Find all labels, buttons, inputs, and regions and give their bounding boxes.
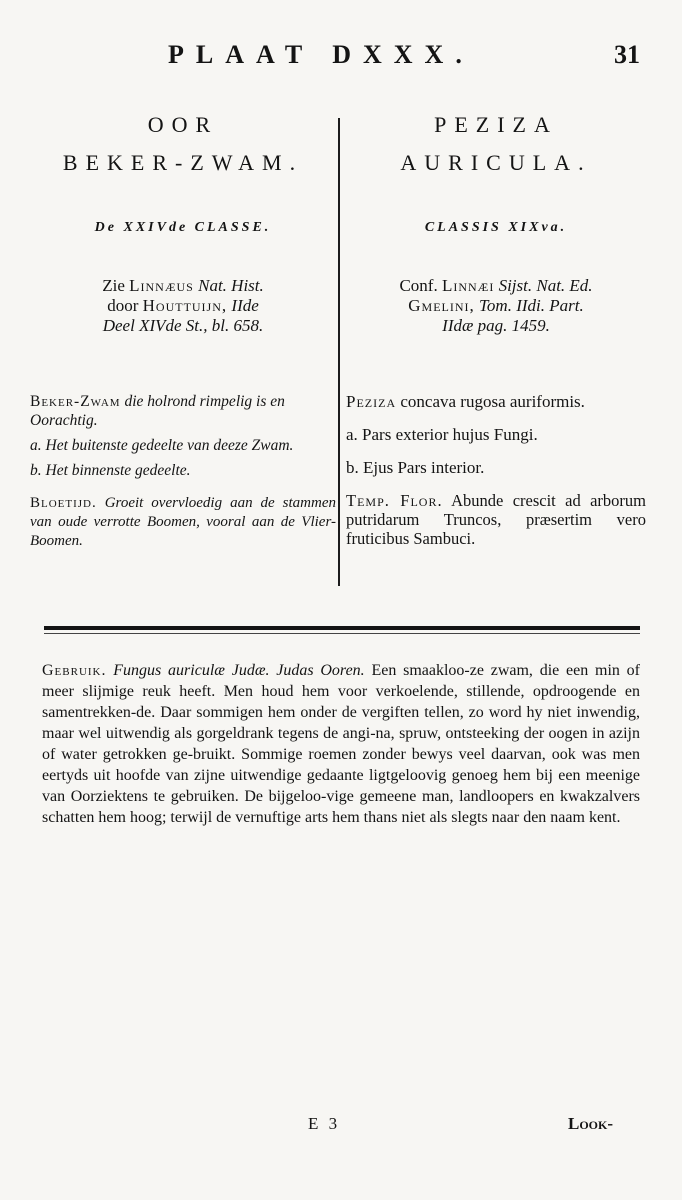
catchword: Look- [568,1114,614,1133]
dutch-desc-text: die holrond rimpelig is en Oorachtig. [30,393,285,429]
latin-desc-text: concava rugosa auriformis. [400,392,585,411]
dutch-ref-author: Linnæus [129,276,194,295]
latin-ref-page: IIdæ pag. 1459. [442,316,550,335]
dutch-desc-b: b. Het binnenste gedeelte. [30,462,191,479]
dutch-ref-volume: Deel XIVde St., bl. 658. [102,316,264,335]
latin-desc-a: a. Pars exterior hujus Fungi. [346,425,538,444]
dutch-title-line1: OOR [147,112,219,137]
dutch-classe: De XXIVde CLASSE. [94,220,272,235]
latin-desc-b: b. Ejus Pars interior. [346,458,485,477]
signature-mark: E 3 [308,1114,341,1133]
column-divider [338,118,340,586]
page-number: 31 [614,40,640,69]
latin-flowering [346,491,646,548]
latin-title-line2: AURICULA. [400,150,592,175]
dutch-ref-zie: Zie [102,276,125,295]
dutch-desc-label: Beker-Zwam [30,393,121,410]
dutch-ref-part: IIde [231,296,259,315]
usage-text: Een smaakloo-ze zwam, die een min of meer slijmige reuk heeft. Men houd hem voor verkoelende, stillende, opdroogende en samentrekken-de. Daar sommigen hem onder de vergiften tellen, zo word hy niet inwendig, maar wel uitwendig als gorgeldrank tegens de angi-na, spruw, ontsteeking der oogen in azijn of water getrokken ge-bruikt. Sommige roemen zonder bewys veel daarvan, ook was men eertyds uit hoofde van zijne uitwendige gedaante ligtgeloovig genoeg hem bij een meenige van Oorziektens te gebruiken. De bijgeloo-vige gemeene man, landloopers en kwakzalvers schatten hem hoog; terwijl de vernuftige arts hem thans niet als slegts naar den naam kent. [42,662,641,826]
dutch-desc-a: a. Het buitenste gedeelte van deeze Zwam. [30,437,294,454]
dutch-reference [30,276,336,336]
latin-title-line1: PEZIZA [434,112,558,137]
latin-classis: CLASSIS XIXva. [424,220,568,235]
latin-ref-editor: Gmelini, [408,296,475,315]
dutch-flor-label: Bloetijd. [30,495,97,511]
section-rule-thick [44,626,640,630]
dutch-flor-text: Groeit overvloedig aan de stammen van oude verrotte Boomen, vooral aan de Vlier-Boomen. [30,495,336,549]
plate-title: PLAAT DXXX. [168,40,474,69]
latin-column [346,108,646,548]
latin-ref-conf: Conf. [399,276,438,295]
latin-description [346,392,646,477]
dutch-column [30,108,336,551]
latin-flor-label: Temp. Flor. [346,491,443,510]
dutch-description [30,392,336,480]
section-rule-thin [44,633,640,634]
latin-ref-work: Sijst. Nat. Ed. [498,276,593,295]
dutch-ref-door: door [107,296,139,315]
dutch-ref-translator: Houttuijn, [142,296,228,315]
usage-label: Gebruik. [42,662,107,679]
dutch-flowering [30,494,336,551]
latin-reference [346,276,646,336]
latin-ref-author: Linnæi [441,276,495,295]
dutch-title-line2: BEKER-ZWAM. [62,150,304,175]
latin-ref-tome: Tom. IIdi. Part. [479,296,584,315]
dutch-ref-work: Nat. Hist. [198,276,264,295]
latin-desc-label: Peziza [346,392,397,411]
latin-flor-text: Abunde crescit ad arborum putridarum Truncos, præsertim vero fruticibus Sambuci. [346,491,646,548]
usage-paragraph [42,660,640,828]
usage-names: Fungus auriculæ Judæ. Judas Ooren. [113,662,365,679]
